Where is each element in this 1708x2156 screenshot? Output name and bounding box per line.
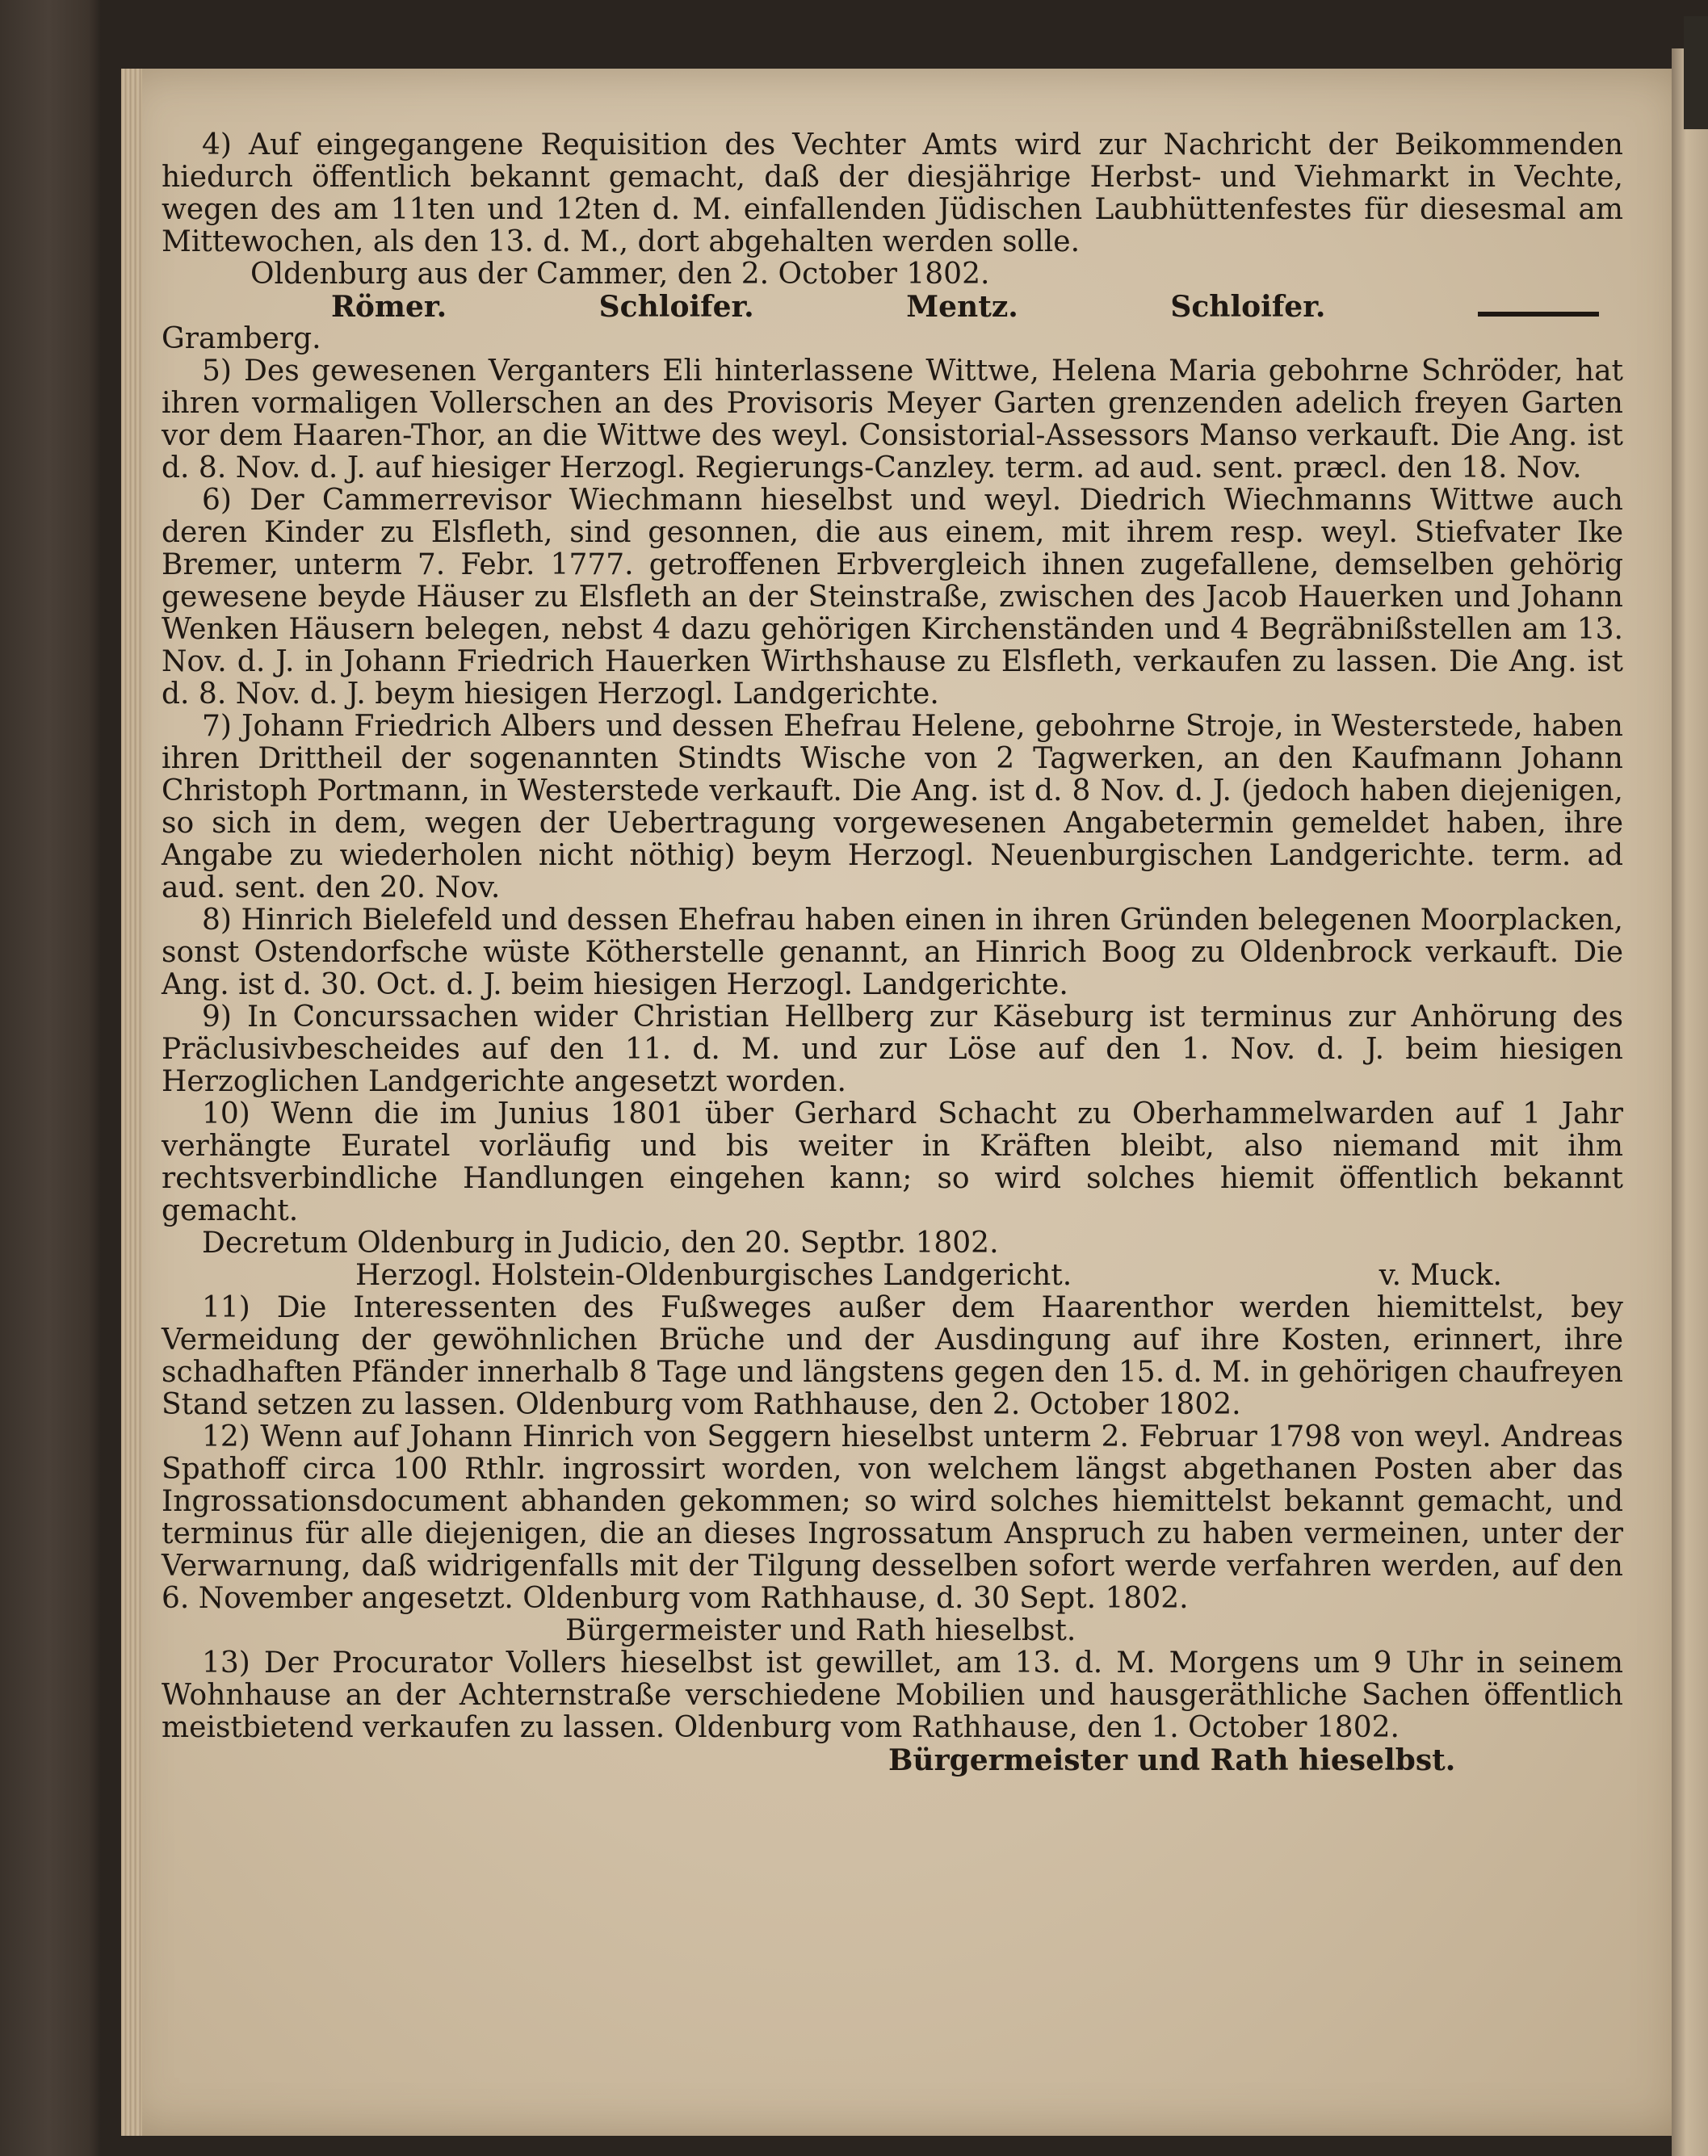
notice-4: 4) Auf eingegangene Requisition des Vechter Amts wird zur Nachricht der Beikommenden hiedurch öffentlich bekannt gemacht, daß der diesjährige Herbst- und Viehmarkt in Vechte, wegen des am 11ten und 12ten d. M. einfallenden Jüdischen Laubhüttenfestes für diesesmal am Mittewochen, als den 13. d. M., dort abgehalten werden solle. (162, 128, 1623, 258)
notice-4-signatures (162, 291, 1623, 323)
signer: Schloifer. (1170, 290, 1326, 324)
signer: Römer. (331, 290, 447, 324)
page-text (162, 129, 1623, 1776)
signer: Schloifer. (598, 290, 754, 324)
notice-4-last-signer: Gramberg. (162, 322, 321, 355)
signer: Mentz. (906, 290, 1018, 324)
notice-6: 6) Der Cammerrevisor Wiechmann hieselbst und weyl. Diedrich Wiechmanns Wittwe auch deren Kinder zu Elsfleth, sind gesonnen, die aus einem, mit ihrem resp. weyl. Stiefvater Ike Bremer, unterm 7. Febr. 1777. getroffenen Erbvergleich ihnen zugefallene, demselben gehörig gewesene beyde Häuser zu Elsfleth an der Steinstraße, zwischen des Jacob Hauerken und Johann Wenken Häusern belegen, nebst 4 dazu gehörigen Kirchenständen und 4 Begräbnißstellen am 13. Nov. d. J. in Johann Friedrich Hauerken Wirthshause zu Elsfleth, verkaufen zu lassen. Die Ang. ist d. 8. Nov. d. J. beym hiesigen Herzogl. Landgerichte. (162, 484, 1623, 711)
court-name: Herzogl. Holstein-Oldenburgisches Landgericht. (355, 1259, 1072, 1292)
notice-7: 7) Johann Friedrich Albers und dessen Ehefrau Helene, gebohrne Stroje, in Westerstede, haben ihren Drittheil der sogenannten Stindts Wische von 2 Tagwerken, an den Kaufmann Johann Christoph Portmann, in Westerstede verkauft. Die Ang. ist d. 8 Nov. d. J. (jedoch haben diejenigen, so sich in dem, wegen der Uebertragung vorgewesenen Angabetermin gemeldet haben, ihre Angabe zu wiederholen nicht nöthig) beym Herzogl. Neuenburgischen Landgerichte. term. ad aud. sent. den 20. Nov. (162, 710, 1623, 904)
notice-12: 12) Wenn auf Johann Hinrich von Seggern hieselbst unterm 2. Februar 1798 von weyl. Andreas Spathoff circa 100 Rthlr. ingrossirt worden, von welchem längst abgethanen Posten aber das Ingrossationsdocument abhanden gekommen; so wird solches hiemittelst bekannt gemacht, und terminus für alle diejenigen, die an dieses Ingrossatum Anspruch zu haben vermeinen, unter der Verwarnung, daß widrigenfalls mit der Tilgung desselben sofort werde verfahren werden, auf den 6. November angesetzt. Oldenburg vom Rathhause, d. 30 Sept. 1802. (162, 1420, 1623, 1615)
notice-12-signer: Bürgermeister und Rath hieselbst. (565, 1614, 1076, 1647)
facing-page-edge (1672, 48, 1708, 2156)
court-signer: v. Muck. (1379, 1259, 1502, 1292)
notice-10-decree: Decretum Oldenburg in Judicio, den 20. Septbr. 1802. (202, 1227, 999, 1260)
notice-10: 10) Wenn die im Junius 1801 über Gerhard Schacht zu Oberhammelwarden auf 1 Jahr verhängte Euratel vorläufig und bis weiter in Kräften bleibt, also niemand mit ihm rechtsverbindliche Handlungen eingehen kann; so wird solches hiemit öffentlich bekannt gemacht. (162, 1097, 1623, 1227)
binding-shadow (1684, 16, 1708, 129)
notice-5: 5) Des gewesenen Verganters Eli hinterlassene Wittwe, Helena Maria gebohrne Schröder, hat ihren vormaligen Vollerschen an des Provisoris Meyer Garten grenzenden adelich freyen Garten vor dem Haaren-Thor, an die Wittwe des weyl. Consistorial-Assessors Manso verkauft. Die Ang. ist d. 8. Nov. d. J. auf hiesiger Herzogl. Regierungs-Canzley. term. ad aud. sent. præcl. den 18. Nov. (162, 354, 1623, 484)
notice-8: 8) Hinrich Bielefeld und dessen Ehefrau haben einen in ihren Gründen belegenen Moorplacken, sonst Ostendorfsche wüste Kötherstelle genannt, an Hinrich Boog zu Oldenbrock verkauft. Die Ang. ist d. 30. Oct. d. J. beim hiesigen Herzogl. Landgerichte. (162, 904, 1623, 1001)
notice-4-place-date: Oldenburg aus der Cammer, den 2. October 1802. (250, 258, 990, 291)
page-stack-edge (121, 69, 142, 2136)
notice-13: 13) Der Procurator Vollers hieselbst ist gewillet, am 13. d. M. Morgens um 9 Uhr in seinem Wohnhause an der Achternstraße verschiedene Mobilien und hausgeräthliche Sachen öffentlich meistbietend verkaufen zu lassen. Oldenburg vom Rathhause, den 1. October 1802. (162, 1646, 1623, 1744)
notice-11: 11) Die Interessenten des Fußweges außer dem Haarenthor werden hiemittelst, bey Vermeidung der gewöhnlichen Brüche und der Ausdingung auf ihre Kosten, erinnert, ihre schadhaften Pfänder innerhalb 8 Tage und längstens gegen den 15. d. M. in gehörigen chaufreyen Stand setzen zu lassen. Oldenburg vom Rathhause, den 2. October 1802. (162, 1291, 1623, 1421)
notice-10-court-line (162, 1260, 1623, 1292)
notice-9: 9) In Concurssachen wider Christian Hellberg zur Käseburg ist terminus zur Anhörung des Präclusivbescheides auf den 11. d. M. und zur Löse auf den 1. Nov. d. J. beim hiesigen Herzoglichen Landgerichte angesetzt worden. (162, 1000, 1623, 1098)
signature-dash (1478, 312, 1599, 317)
notice-13-signer: Bürgermeister und Rath hieselbst. (888, 1743, 1456, 1777)
